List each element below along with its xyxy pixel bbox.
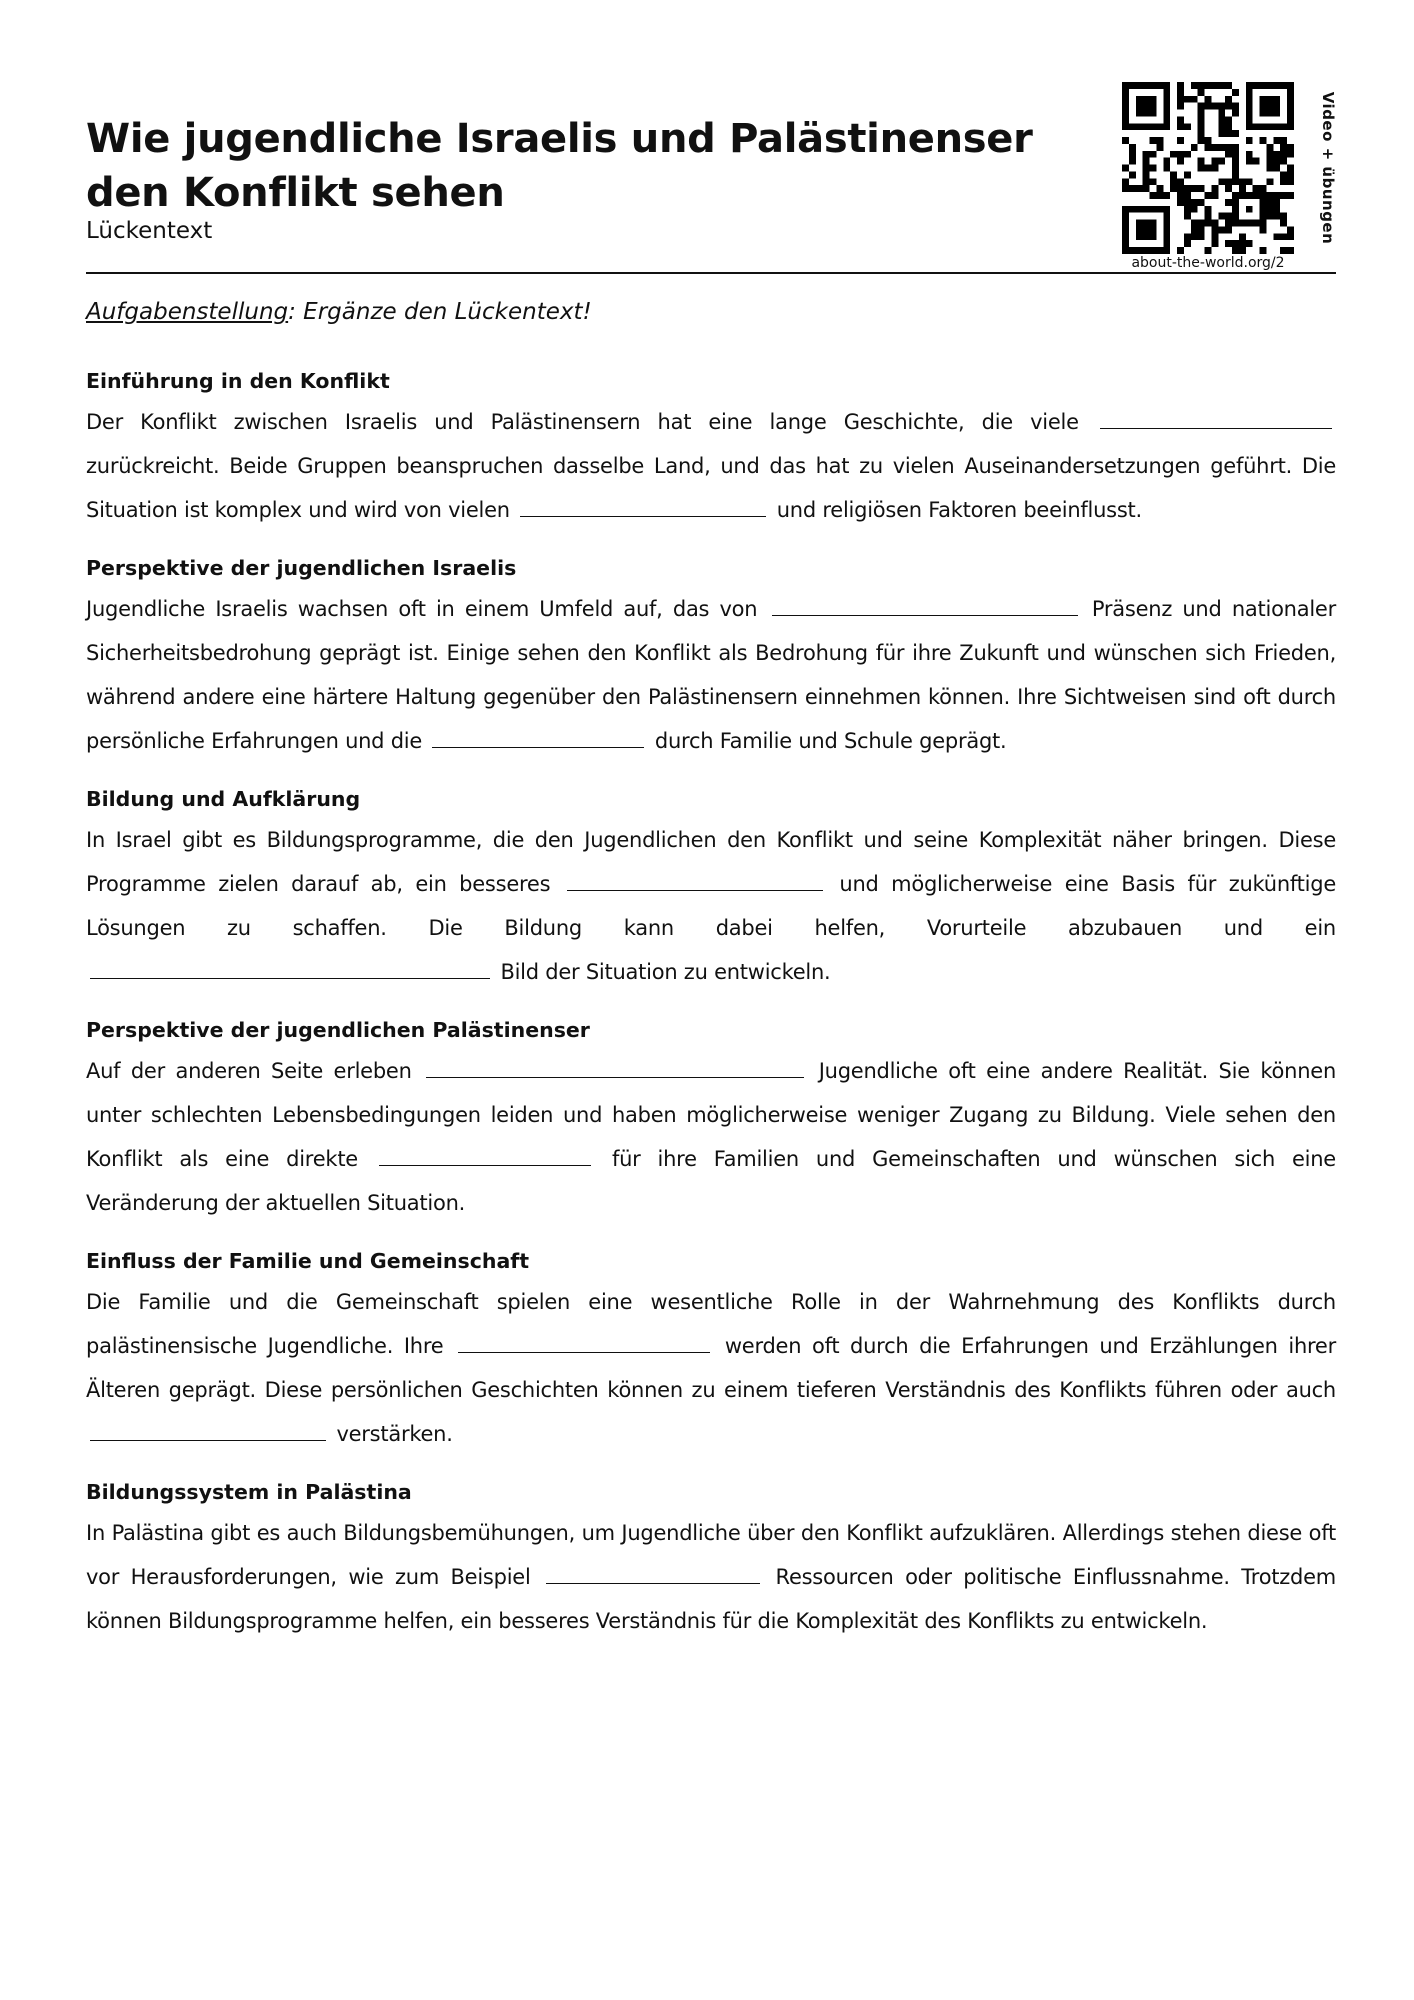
text-segment: Auf der anderen Seite erleben bbox=[86, 1059, 412, 1083]
task-label: Aufgabenstellung bbox=[86, 299, 289, 325]
task-text: : Ergänze den Lückentext! bbox=[288, 299, 592, 325]
blank-field[interactable] bbox=[458, 1330, 710, 1353]
section-bildungssystem bbox=[86, 1473, 1336, 1643]
text-segment: durch Familie und Schule geprägt. bbox=[654, 729, 1007, 753]
blank-field[interactable] bbox=[546, 1561, 760, 1584]
text-segment: und religiösen Faktoren beeinflusst. bbox=[776, 498, 1142, 522]
section-paragraph bbox=[86, 1511, 1336, 1643]
blank-field[interactable] bbox=[1100, 406, 1332, 429]
section-heading: Bildung und Aufklärung bbox=[86, 787, 361, 811]
text-segment: verstärken. bbox=[336, 1422, 453, 1446]
blank-field[interactable] bbox=[567, 868, 823, 891]
text-segment: und möglicherweise eine Basis für zukünftige Lösungen zu schaffen. Die Bildung kann dabei helfen, Vorurteile abzubauen und ein bbox=[86, 872, 1337, 940]
section-paragraph bbox=[86, 1280, 1336, 1456]
qr-block bbox=[1122, 82, 1344, 278]
section-einfuehrung bbox=[86, 362, 1336, 532]
blank-field[interactable] bbox=[90, 956, 490, 979]
text-segment: zurückreicht. Beide Gruppen beanspruchen dasselbe Land, und das hat zu vielen Auseinandersetzungen geführt. Die Situation ist komplex und wird von vielen bbox=[86, 454, 1336, 522]
qr-code[interactable] bbox=[1122, 82, 1294, 254]
section-paragraph bbox=[86, 818, 1336, 994]
text-segment: Jugendliche oft eine andere Realität. Sie können unter schlechten Lebensbedingungen leiden und haben möglicherweise weniger Zugang zu Bildung. Viele sehen den Konflikt als eine direkte bbox=[86, 1059, 1336, 1171]
text-segment: für ihre Familien und Gemeinschaften und wünschen sich eine Veränderung der aktuellen Situation. bbox=[86, 1147, 1336, 1215]
text-segment: Präsenz und nationaler Sicherheitsbedrohung geprägt ist. Einige sehen den Konflikt als Bedrohung für ihre Zukunft und wünschen sich Frieden, während andere eine härtere Haltung gegenüber den Palästinensern einnehmen können. Ihre Sichtweisen sind oft durch persönliche Erfahrungen und die bbox=[86, 597, 1336, 753]
text-segment: Jugendliche Israelis wachsen oft in einem Umfeld auf, das von bbox=[86, 597, 758, 621]
section-heading: Einführung in den Konflikt bbox=[86, 369, 390, 393]
text-segment: In Israel gibt es Bildungsprogramme, die den Jugendlichen den Konflikt und seine Komplexität näher bringen. Diese Programme zielen darauf ab, ein besseres bbox=[86, 828, 1336, 896]
blank-field[interactable] bbox=[772, 593, 1078, 616]
header-divider bbox=[86, 272, 1336, 274]
text-segment: Die Familie und die Gemeinschaft spielen eine wesentliche Rolle in der Wahrnehmung des Konflikts durch palästinensische Jugendliche. Ihre bbox=[86, 1290, 1336, 1358]
section-paragraph bbox=[86, 400, 1336, 532]
blank-field[interactable] bbox=[432, 725, 644, 748]
cloze-text bbox=[86, 362, 1336, 1660]
section-heading: Einfluss der Familie und Gemeinschaft bbox=[86, 1249, 530, 1273]
section-palaestinenser bbox=[86, 1011, 1336, 1225]
section-paragraph bbox=[86, 587, 1336, 763]
section-familie bbox=[86, 1242, 1336, 1456]
task-instruction bbox=[86, 296, 592, 328]
blank-field[interactable] bbox=[379, 1143, 591, 1166]
text-segment: In Palästina gibt es auch Bildungsbemühungen, um Jugendliche über den Konflikt aufzuklären. Allerdings stehen diese oft vor Herausforderungen, wie zum Beispiel bbox=[86, 1521, 1336, 1589]
section-israelis bbox=[86, 549, 1336, 763]
page-title: Wie jugendliche Israelis und Palästinenser den Konflikt sehen bbox=[86, 116, 1033, 216]
section-heading: Bildungssystem in Palästina bbox=[86, 1480, 412, 1504]
blank-field[interactable] bbox=[520, 494, 766, 517]
text-segment: werden oft durch die Erfahrungen und Erzählungen ihrer Älteren geprägt. Diese persönlichen Geschichten können zu einem tieferen Verständnis des Konflikts führen oder auch bbox=[86, 1334, 1336, 1402]
blank-field[interactable] bbox=[426, 1055, 804, 1078]
section-heading: Perspektive der jugendlichen Palästinenser bbox=[86, 1018, 590, 1042]
section-paragraph bbox=[86, 1049, 1336, 1225]
text-segment: Der Konflikt zwischen Israelis und Palästinensern hat eine lange Geschichte, die viele bbox=[86, 410, 1079, 434]
section-heading: Perspektive der jugendlichen Israelis bbox=[86, 556, 517, 580]
page-subtitle: Lückentext bbox=[86, 218, 213, 244]
qr-side-label: Video + übungen bbox=[1319, 91, 1337, 245]
section-bildung bbox=[86, 780, 1336, 994]
text-segment: Ressourcen oder politische Einflussnahme. Trotzdem können Bildungsprogramme helfen, ein besseres Verständnis für die Komplexität des Konflikts zu entwickeln. bbox=[86, 1565, 1337, 1633]
qr-url[interactable]: about-the-world.org/2 bbox=[1131, 255, 1285, 271]
text-segment: Bild der Situation zu entwickeln. bbox=[500, 960, 831, 984]
blank-field[interactable] bbox=[90, 1418, 326, 1441]
